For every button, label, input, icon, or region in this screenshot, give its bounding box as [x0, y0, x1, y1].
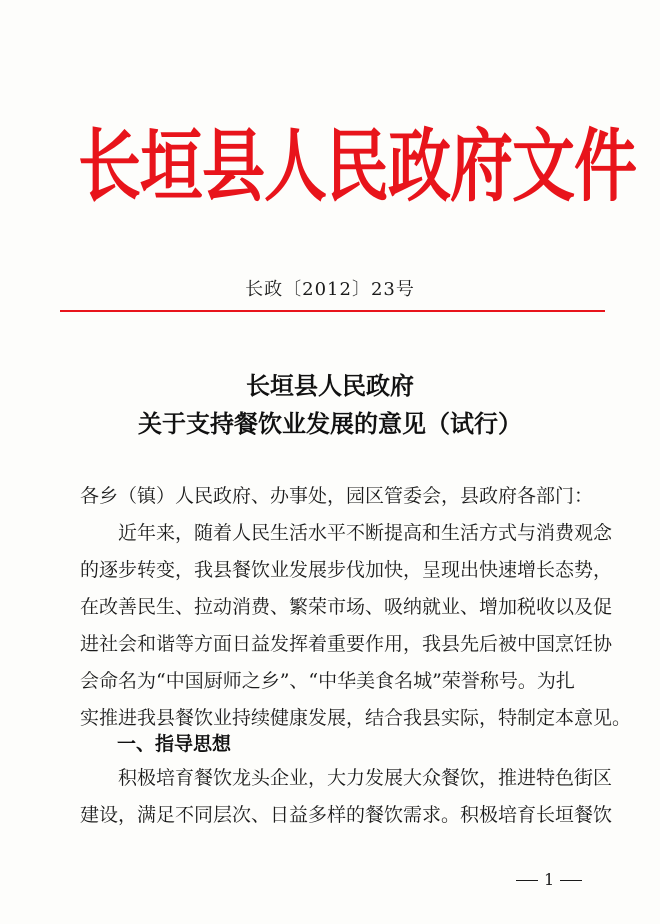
section-line: 建设，满足不同层次、日益多样的餐饮需求。积极培育长垣餐饮 — [80, 804, 613, 826]
intro-line: 在改善民生、拉动消费、繁荣市场、吸纳就业、增加税收以及促 — [80, 596, 613, 618]
page-number-footer — [510, 870, 588, 890]
page-number: 1 — [544, 870, 555, 889]
red-divider-line — [60, 310, 605, 312]
footer-dash-left — [516, 880, 538, 881]
section-line: 积极培育餐饮龙头企业，大力发展大众餐饮，推进特色街区 — [80, 767, 613, 789]
intro-line: 实推进我县餐饮业持续健康发展，结合我县实际，特制定本意见。 — [80, 707, 632, 729]
footer-dash-right — [560, 880, 582, 881]
document-title-line-2: 关于支持餐饮业发展的意见（试行） — [138, 409, 522, 438]
intro-line: 近年来，随着人民生活水平不断提高和生活方式与消费观念 — [80, 522, 613, 544]
section-heading-guiding-ideology: 一、指导思想 — [117, 733, 232, 755]
document-title-line-1: 长垣县人民政府 — [246, 371, 414, 400]
intro-line: 进社会和谐等方面日益发挥着重要作用，我县先后被中国烹饪协 — [80, 633, 613, 655]
document-number: 长政〔2012〕23号 — [245, 279, 415, 300]
intro-line: 的逐步转变，我县餐饮业发展步伐加快，呈现出快速增长态势， — [80, 559, 613, 581]
salutation: 各乡（镇）人民政府、办事处，园区管委会，县政府各部门： — [80, 485, 594, 507]
document-masthead: 长垣县人民政府文件 — [78, 119, 636, 213]
intro-line: 会命名为“中国厨师之乡”、“中华美食名城”荣誉称号。为扎 — [80, 670, 575, 692]
